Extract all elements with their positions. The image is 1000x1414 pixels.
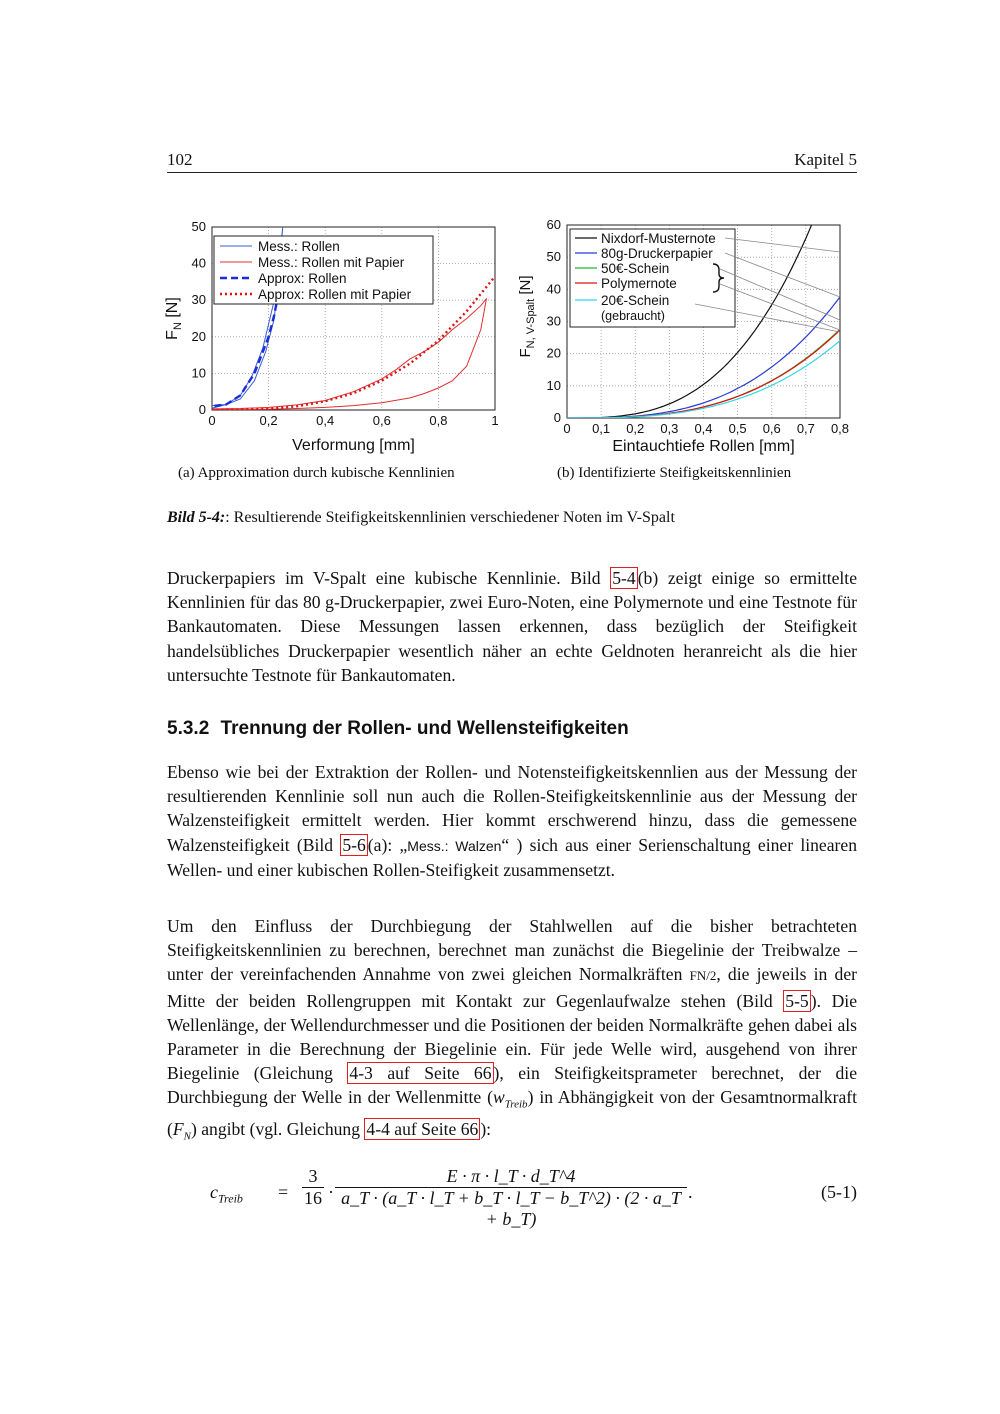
x-tick-label: 0,1 bbox=[592, 421, 611, 436]
x-tick-label: 0,3 bbox=[660, 421, 679, 436]
page-number: 102 bbox=[167, 150, 193, 169]
subfigure-b-caption: (b) Identifizierte Steifigkeitskennlinien bbox=[557, 465, 792, 481]
figure-ref-link[interactable]: 5-5 bbox=[785, 990, 809, 1011]
legend-label: Approx: Rollen bbox=[258, 271, 347, 286]
paragraph-1: Druckerpapiers im V-Spalt eine kubische Kennlinie. Bild 5-4 (b) zeigt einige so ermittelte Kennlinien für das 80 g-Druckerpapier, zwei Euro-Noten, eine Polymernote und eine Testnote für Bankautomaten. Diese Messungen lassen erkennen, dass bezüglich der Steifigkeit handelsübliches Druckerpapier wesentlich näher an echte Geldnoten heranreicht als die hier untersuchte Testnote für Bankautomaten. bbox=[167, 568, 858, 685]
x-tick-label: 0,8 bbox=[830, 421, 850, 436]
y-tick-label: 10 bbox=[546, 377, 561, 393]
chapter-title: Kapitel 5 bbox=[794, 150, 857, 169]
x-tick-label: 0 bbox=[563, 421, 571, 436]
legend-label: Mess.: Rollen mit Papier bbox=[258, 255, 405, 270]
figure-ref-link[interactable]: 5-6 bbox=[342, 834, 366, 855]
x-tick-label: 0,6 bbox=[372, 413, 391, 428]
x-tick-label: 0,5 bbox=[728, 421, 747, 436]
x-tick-label: 0,2 bbox=[259, 413, 278, 428]
page-header bbox=[167, 150, 857, 173]
x-axis-label: Verformung [mm] bbox=[292, 437, 415, 454]
chart-b bbox=[515, 212, 860, 462]
subfigure-a-caption: (a) Approximation durch kubische Kennlinien bbox=[178, 465, 455, 481]
y-tick-label: 40 bbox=[546, 281, 561, 297]
legend-label-extra: (gebraucht) bbox=[601, 309, 665, 323]
legend-label: 80g-Druckerpapier bbox=[601, 246, 713, 261]
x-tick-label: 0 bbox=[208, 413, 216, 428]
y-tick-label: 10 bbox=[191, 365, 206, 381]
y-tick-label: 30 bbox=[191, 292, 206, 308]
y-tick-label: 40 bbox=[191, 255, 206, 271]
chart-a bbox=[160, 212, 510, 462]
section-heading bbox=[167, 718, 629, 740]
y-tick-label: 0 bbox=[198, 402, 206, 417]
equation-ref-link[interactable]: 4-4 auf Seite 66 bbox=[366, 1119, 479, 1140]
x-tick-label: 0,8 bbox=[429, 413, 448, 428]
section-title: Trennung der Rollen- und Wellensteifigkeiten bbox=[220, 718, 629, 739]
figure-caption-text: : Resultierende Steifigkeitskennlinien verschiedener Noten im V-Spalt bbox=[225, 509, 675, 526]
x-tick-label: 0,4 bbox=[694, 421, 713, 436]
equation-ref-link[interactable]: 4-3 auf Seite 66 bbox=[349, 1063, 492, 1084]
y-axis-label: $F_N$ [N] bbox=[164, 297, 184, 340]
figure-caption: Bild 5-4:: Resultierende Steifigkeitskennlinien verschiedener Noten im V-Spalt bbox=[167, 509, 675, 526]
x-axis-label: Eintauchtiefe Rollen [mm] bbox=[612, 438, 795, 455]
equation-lhs: $c_{Treib}$ bbox=[210, 1182, 243, 1206]
legend-label: 20€-Schein bbox=[601, 293, 670, 308]
x-tick-label: 0,2 bbox=[626, 421, 645, 436]
y-tick-label: 60 bbox=[546, 217, 561, 232]
y-tick-label: 50 bbox=[191, 219, 206, 234]
equation-fraction-1: $\frac{3}{16}$ bbox=[304, 1166, 322, 1208]
legend-label: Mess.: Rollen bbox=[258, 239, 340, 254]
x-tick-label: 0,4 bbox=[316, 413, 335, 428]
x-tick-label: 1 bbox=[491, 413, 499, 428]
y-tick-label: 0 bbox=[553, 410, 561, 425]
figure-label: Bild 5-4 bbox=[167, 509, 220, 526]
x-tick-label: 0,7 bbox=[796, 421, 815, 436]
y-tick-label: 20 bbox=[546, 345, 561, 361]
legend-label: 50€-Schein bbox=[601, 261, 670, 276]
y-tick-label: 20 bbox=[191, 328, 206, 344]
y-tick-label: 50 bbox=[546, 249, 561, 265]
equation-number: (5-1) bbox=[821, 1182, 857, 1202]
paragraph-3: Um den Einfluss der Durchbiegung der Stahlwellen auf die bisher betrachteten Steifigkeitskennlinien zu berechnen, berechnet man zunächst die Biegelinie der Treibwalze – unter der vereinfachenden Annahme von zwei gleichen Normalkräften FN/2, die jeweils in der Mitte der beiden Rollengruppen mit Kontakt zur Gegenlaufwalze stehen (Bild 5-5 ). Die Wellenlänge, der Wellendurchmesser und die Positionen der beiden Normalkräfte gehen dabei als Parameter in die Berechnung der Biegelinie ein. Für jede Welle wird, ausgehend von ihrer Biegelinie (Gleichung 4-3 auf Seite 66 ), ein Steifigkeitsprameter berechnet, der die Durchbiegung der Welle in der Wellenmitte $(w_{Treib})$ in Abhängigkeit von der Gesamtnormalkraft $(F_N)$ angibt (vgl. Gleichung 4-4 auf Seite 66 ): bbox=[167, 916, 858, 1143]
x-tick-label: 0,6 bbox=[762, 421, 781, 436]
figure-ref-link[interactable]: 5-4 bbox=[612, 568, 636, 588]
equation-fraction-2: $\frac{E \cdot \pi \cdot l\_T \cdot d\_T\^{}4}{a\_T \cdot (a\_T \cdot l\_T + b\_T \cdot l\_T - b\_T\^{}2) \cdot (2 \cdot a\_T + b\_T)}$ bbox=[335, 1166, 687, 1230]
y-tick-label: 30 bbox=[546, 313, 561, 329]
paragraph-2: Ebenso wie bei der Extraktion der Rollen- und Notensteifigkeitskennlien aus der Messung der resultierenden Kennlinie soll nun auch die Rollen-Steifigkeitskennlinie aus der Messung der Walzensteifigkeit ermittelt werden. Hier kommt erschwerend hinzu, dass die gemessene Walzensteifigkeit (Bild 5-6 (a): „Mess.: Walzen“ ) sich aus einer Serienschaltung einer linearen Wellen- und einer kubischen Rollen-Steifigkeit zusammensetzt. bbox=[167, 762, 858, 880]
y-axis-label: $F_{N, V-Spalt}$ [N] bbox=[517, 275, 537, 358]
legend-label: Nixdorf-Musternote bbox=[601, 231, 716, 246]
equation: $c_{Treib}$ = $\frac{3}{16}$ · $\frac{E \cdot \pi \cdot l\_T \cdot d\_T\^{}4}{a\_T \cdot (a\_T \cdot l\_T + b\_T \cdot l\_T - b\_T\^{}2) \cdot (2 \cdot a\_T + b\_T)}$ . (5-1) bbox=[210, 1166, 857, 1229]
legend-label: Approx: Rollen mit Papier bbox=[258, 287, 412, 302]
legend-label: Polymernote bbox=[601, 276, 677, 291]
section-number: 5.3.2 bbox=[167, 718, 210, 739]
